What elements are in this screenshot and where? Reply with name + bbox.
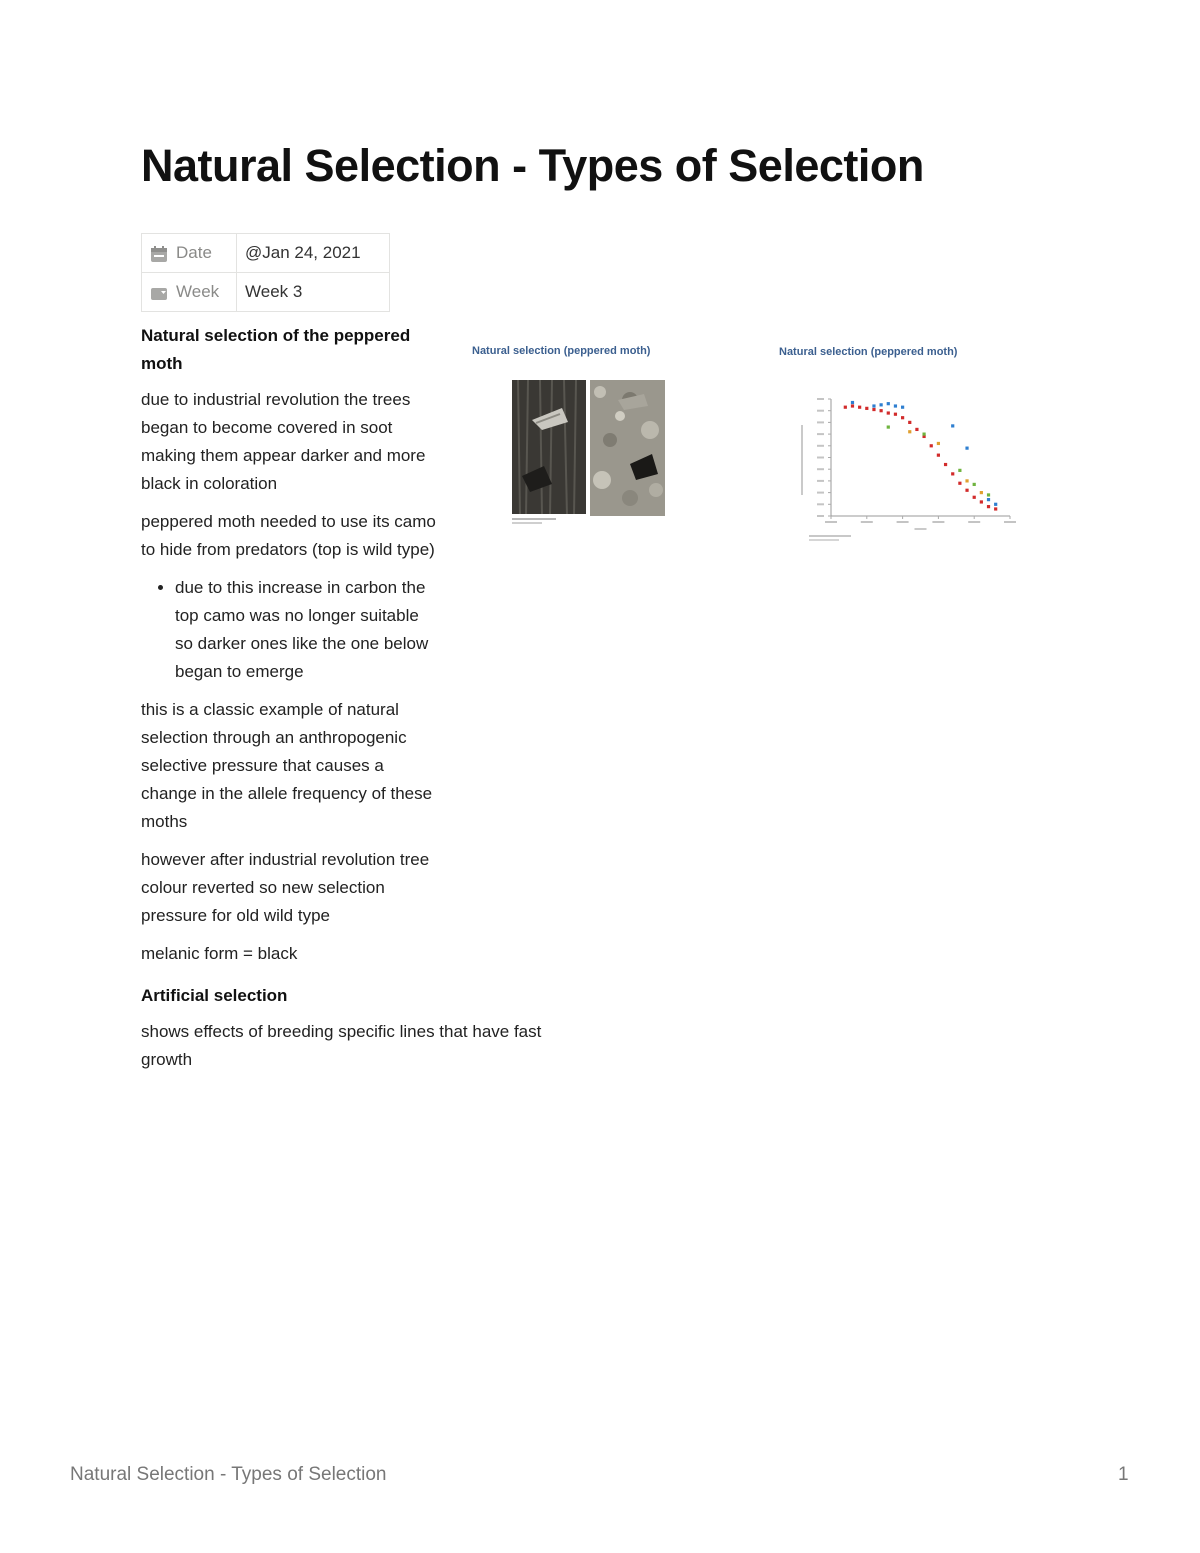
chart-x-tick-label bbox=[968, 521, 980, 523]
chart-point-red bbox=[901, 416, 904, 419]
photo-figure-title: Natural selection (peppered moth) bbox=[472, 345, 651, 357]
chart-point-green bbox=[958, 469, 961, 472]
chart-y-tick-label bbox=[817, 433, 824, 435]
chart-point-green bbox=[922, 433, 925, 436]
chart-x-tick-label bbox=[897, 521, 909, 523]
property-key-cell bbox=[142, 273, 237, 312]
chart-x-tick-label bbox=[861, 521, 873, 523]
chart-point-red bbox=[958, 482, 961, 485]
chart-y-axis-label bbox=[801, 425, 803, 495]
chart-y-tick-label bbox=[817, 410, 824, 412]
chart-point-orange bbox=[965, 479, 968, 482]
property-value-date[interactable]: @Jan 24, 2021 bbox=[237, 234, 390, 273]
chart-point-blue bbox=[965, 447, 968, 450]
chart-y-tick-label bbox=[817, 503, 824, 505]
chart-point-blue bbox=[887, 402, 890, 405]
chart-point-green bbox=[973, 483, 976, 486]
chart-point-red bbox=[987, 505, 990, 508]
property-key-cell bbox=[142, 234, 237, 273]
page-number: 1 bbox=[1118, 1464, 1129, 1485]
photo-caption bbox=[512, 518, 556, 524]
chart-axes bbox=[801, 398, 1016, 530]
page-title: Natural Selection - Types of Selection bbox=[141, 140, 924, 191]
chart-point-red bbox=[930, 444, 933, 447]
chart-point-red bbox=[894, 413, 897, 416]
chart-point-red bbox=[937, 454, 940, 457]
chart-point-red bbox=[887, 411, 890, 414]
chart-point-red bbox=[944, 463, 947, 466]
chart-y-tick-label bbox=[817, 445, 824, 447]
chart-y-tick-label bbox=[817, 398, 824, 400]
chart-point-green bbox=[987, 493, 990, 496]
chart-point-red bbox=[973, 496, 976, 499]
calendar-icon bbox=[150, 245, 168, 263]
moth-photo-light-lichen bbox=[590, 380, 665, 516]
chart-point-red bbox=[915, 428, 918, 431]
chart-y-tick-label bbox=[817, 468, 824, 470]
chart-y-tick-label bbox=[817, 515, 824, 517]
section-heading-artificial-selection: Artificial selection bbox=[141, 986, 288, 1005]
chart-point-blue bbox=[872, 404, 875, 407]
moth-frequency-chart bbox=[795, 385, 1020, 550]
chart-point-blue bbox=[851, 401, 854, 404]
chart-x-tick-label bbox=[932, 521, 944, 523]
chart-point-red bbox=[965, 489, 968, 492]
chart-point-orange bbox=[937, 442, 940, 445]
chart-point-orange bbox=[908, 430, 911, 433]
chart-point-red bbox=[908, 421, 911, 424]
paragraph: due to industrial revolution the trees began to become covered in soot making them appear darker and more black in coloration bbox=[141, 390, 426, 493]
chart-figure-title: Natural selection (peppered moth) bbox=[779, 346, 958, 358]
property-row-date bbox=[142, 234, 390, 273]
properties-table bbox=[141, 233, 390, 312]
chart-point-red bbox=[951, 472, 954, 475]
footer-title: Natural Selection - Types of Selection bbox=[70, 1464, 387, 1485]
chart-y-tick-label bbox=[817, 480, 824, 482]
paragraph: however after industrial revolution tree colour reverted so new selection pressure for old wild type bbox=[141, 850, 430, 925]
chart-point-red bbox=[994, 507, 997, 510]
chart-point-blue bbox=[951, 424, 954, 427]
chart-x-axis-label bbox=[915, 528, 927, 530]
chart-point-green bbox=[887, 425, 890, 428]
bullet-list bbox=[141, 574, 441, 686]
chart-points bbox=[844, 401, 998, 511]
chart-point-red bbox=[851, 404, 854, 407]
chart-x-tick-label bbox=[825, 521, 837, 523]
property-key-date: Date bbox=[176, 243, 212, 262]
property-key-week: Week bbox=[176, 282, 220, 301]
property-value-week[interactable]: Week 3 bbox=[237, 273, 390, 312]
chart-point-red bbox=[844, 406, 847, 409]
chart-point-red bbox=[872, 408, 875, 411]
paragraph: this is a classic example of natural selection through an anthropogenic selective pressure that causes a change in the allele frequency of these moths bbox=[141, 700, 433, 831]
chart-point-blue bbox=[994, 503, 997, 506]
chart-y-tick-label bbox=[817, 421, 824, 423]
chart-caption bbox=[809, 535, 851, 537]
moth-photo-dark-bark bbox=[512, 380, 586, 516]
paragraph: shows effects of breeding specific lines that have fast growth bbox=[141, 1022, 542, 1069]
chart-point-blue bbox=[901, 406, 904, 409]
paragraph: melanic form = black bbox=[141, 944, 298, 963]
property-row-week bbox=[142, 273, 390, 312]
list-item: • due to this increase in carbon the top camo was no longer suitable so darker ones like the one below began to emerge bbox=[175, 574, 441, 686]
chart-point-red bbox=[880, 409, 883, 412]
notes-column bbox=[141, 322, 542, 1084]
chart-x-tick-label bbox=[1004, 521, 1016, 523]
chart-point-blue bbox=[987, 498, 990, 501]
paragraph: peppered moth needed to use its camo to hide from predators (top is wild type) bbox=[141, 512, 436, 559]
chart-point-red bbox=[858, 406, 861, 409]
chart-point-orange bbox=[980, 491, 983, 494]
chart-y-tick-label bbox=[817, 457, 824, 459]
select-icon bbox=[150, 284, 168, 302]
chart-caption bbox=[809, 539, 839, 541]
chart-point-red bbox=[980, 500, 983, 503]
chart-point-red bbox=[865, 407, 868, 410]
chart-y-tick-label bbox=[817, 492, 824, 494]
chart-point-blue bbox=[894, 404, 897, 407]
chart-point-blue bbox=[880, 403, 883, 406]
section-heading-peppered-moth: Natural selection of the peppered moth bbox=[141, 326, 411, 373]
